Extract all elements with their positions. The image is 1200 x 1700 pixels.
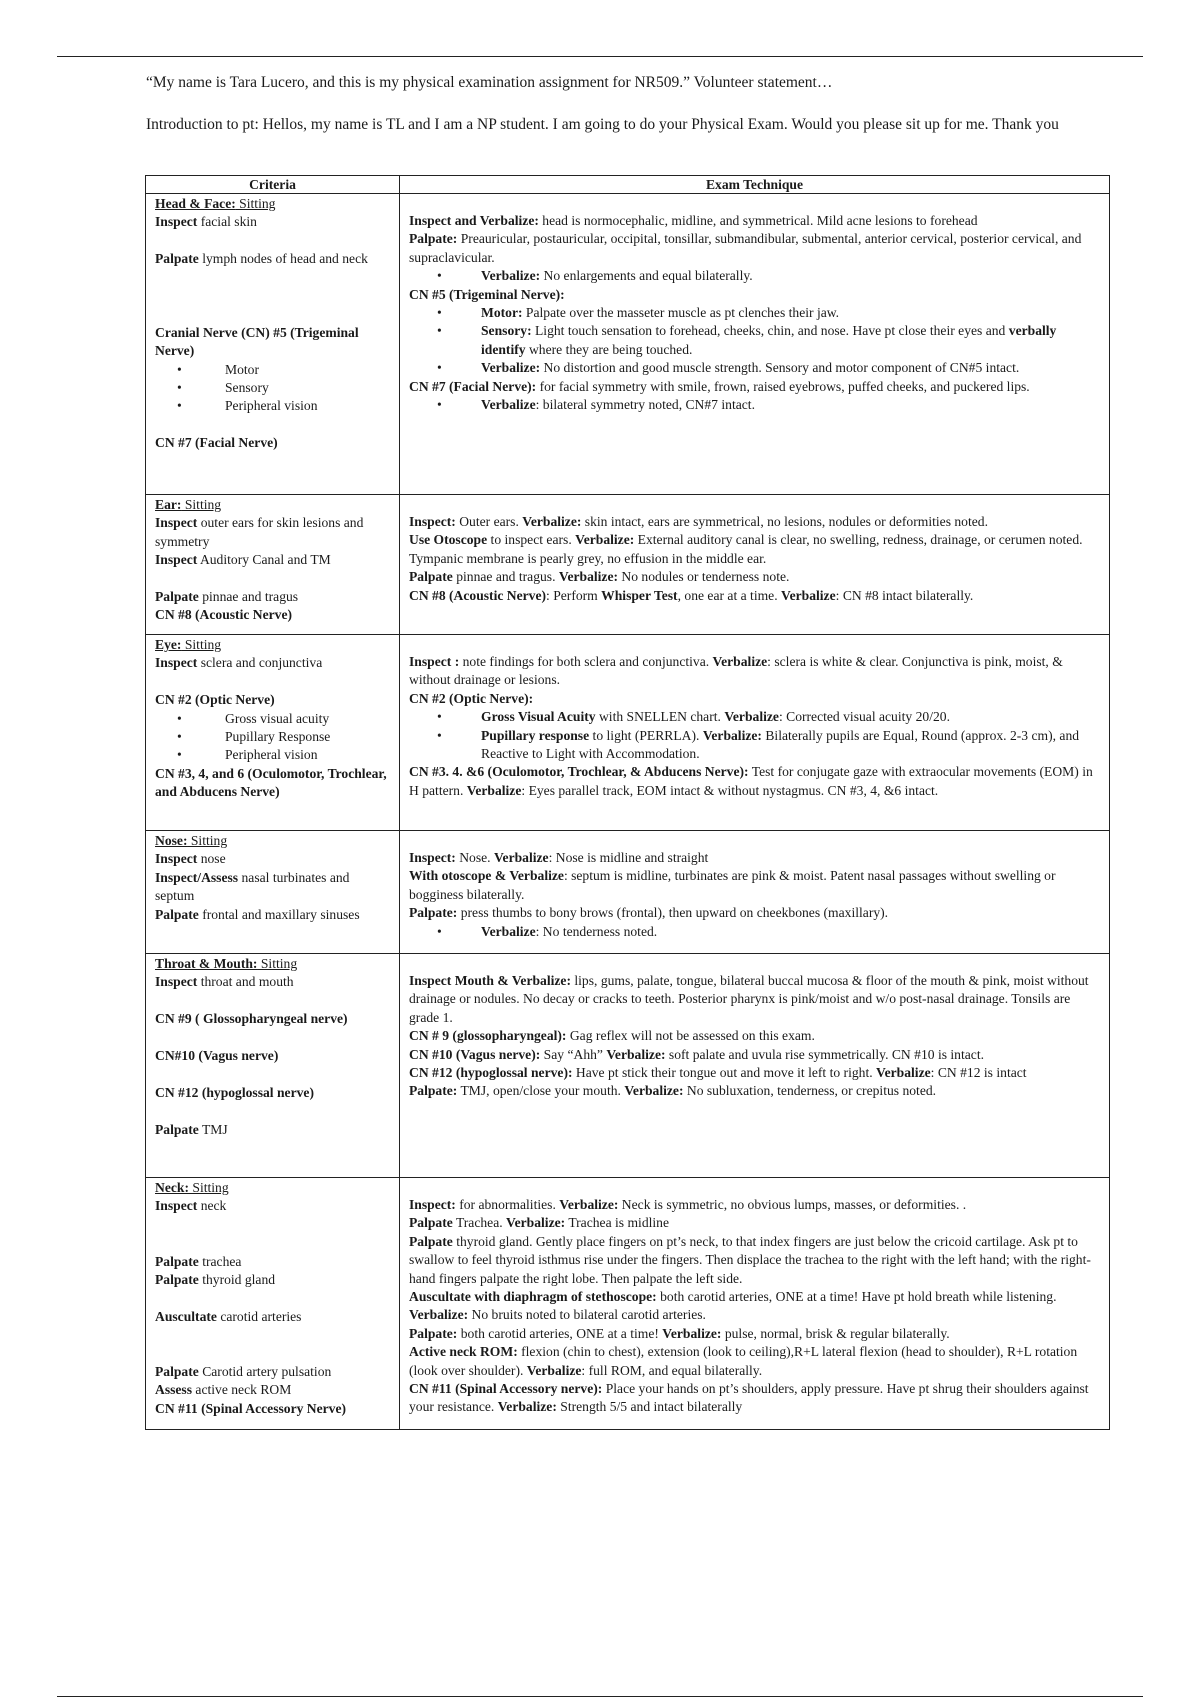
section-head-face	[146, 194, 1110, 495]
section-title: Throat & Mouth: Sitting	[155, 956, 298, 971]
criteria-cell: Ear: Sitting Inspect outer ears for skin lesions and symmetry Inspect Auditory Canal and TM Palpate pinnae and tragus CN #8 (Acoustic Nerve)	[146, 495, 400, 635]
technique-cell: Inspect : note findings for both sclera and conjunctiva. Verbalize: sclera is white & clear. Conjunctiva is pink, moist, & without drainage or lesions. CN #2 (Optic Nerve): • Gross Visual Acuity with SNELLEN chart. Verbalize: Corrected visual acuity 20/20. • Pupillary response to light (PERRLA). Verbalize: Bilaterally pupils are Equal, Round (approx. 2-3 cm), and Reactive to Light with Accommodation. CN #3. 4. &6 (Oculomotor, Trochlear, & Abducens Nerve): Test for conjugate gaze with extraocular movements (EOM) in H pattern. Verbalize: Eyes parallel track, EOM intact & without nystagmus. CN #3, 4, &6 intact.	[400, 635, 1110, 831]
bottom-rule	[57, 1696, 1143, 1697]
top-rule	[57, 56, 1143, 57]
criteria-cell: Head & Face: Sitting Inspect facial skin Palpate lymph nodes of head and neck Cranial Nerve (CN) #5 (Trigeminal Nerve) • Motor • Sensory • Peripheral vision CN #7 (Facial Nerve)	[146, 194, 400, 495]
section-eye	[146, 635, 1110, 831]
exam-table	[145, 175, 1110, 1430]
technique-cell: Inspect Mouth & Verbalize: lips, gums, palate, tongue, bilateral buccal mucosa & floor of the mouth & pink, moist without drainage or nodules. No decay or cracks to teeth. Posterior pharynx is pink/moist and w/o post-nasal drainage. Tonsils are grade 1. CN # 9 (glossopharyngeal): Gag reflex will not be assessed on this exam. CN #10 (Vagus nerve): Say “Ahh” Verbalize: soft palate and uvula rise symmetrically. CN #10 is intact. CN #12 (hypoglossal nerve): Have pt stick their tongue out and move it left to right. Verbalize: CN #12 is intact Palpate: TMJ, open/close your mouth. Verbalize: No subluxation, tenderness, or crepitus noted.	[400, 954, 1110, 1178]
criteria-cell: Neck: Sitting Inspect neck Palpate trachea Palpate thyroid gland Auscultate carotid arteries Palpate Carotid artery pulsation Assess active neck ROM CN #11 (Spinal Accessory Nerve)	[146, 1178, 400, 1430]
section-title: Ear: Sitting	[155, 497, 222, 512]
header-exam-technique: Exam Technique	[400, 176, 1110, 194]
section-ear	[146, 495, 1110, 635]
criteria-cell: Throat & Mouth: Sitting Inspect throat and mouth CN #9 ( Glossopharyngeal nerve) CN#10 (Vagus nerve) CN #12 (hypoglossal nerve) Palpate TMJ	[146, 954, 400, 1178]
table-header-row	[146, 176, 1110, 194]
technique-cell: Inspect: Outer ears. Verbalize: skin intact, ears are symmetrical, no lesions, nodules or deformities noted. Use Otoscope to inspect ears. Verbalize: External auditory canal is clear, no swelling, redness, drainage, or cerumen noted. Tympanic membrane is pearly grey, no effusion in the middle ear. Palpate pinnae and tragus. Verbalize: No nodules or tenderness note. CN #8 (Acoustic Nerve): Perform Whisper Test, one ear at a time. Verbalize: CN #8 intact bilaterally.	[400, 495, 1110, 635]
section-title: Neck: Sitting	[155, 1180, 229, 1195]
volunteer-statement: “My name is Tara Lucero, and this is my physical examination assignment for NR509.” Volunteer statement…	[146, 74, 833, 91]
section-neck	[146, 1178, 1110, 1430]
patient-introduction: Introduction to pt: Hellos, my name is TL and I am a NP student. I am going to do your Physical Exam. Would you please sit up for me. Thank you	[146, 116, 1059, 133]
technique-cell: Inspect and Verbalize: head is normocephalic, midline, and symmetrical. Mild acne lesions to forehead Palpate: Preauricular, postauricular, occipital, tonsillar, submandibular, submental, anterior cervical, posterior cervical, and supraclavicular. • Verbalize: No enlargements and equal bilaterally. CN #5 (Trigeminal Nerve): • Motor: Palpate over the masseter muscle as pt clenches their jaw. • Sensory: Light touch sensation to forehead, cheeks, chin, and nose. Have pt close their eyes and verbally identify where they are being touched. • Verbalize: No distortion and good muscle strength. Sensory and motor component of CN#5 intact. CN #7 (Facial Nerve): for facial symmetry with smile, frown, raised eyebrows, puffed cheeks, and puckered lips. • Verbalize: bilateral symmetry noted, CN#7 intact.	[400, 194, 1110, 495]
section-title: Eye: Sitting	[155, 637, 222, 652]
section-title: Nose: Sitting	[155, 833, 228, 848]
section-nose	[146, 831, 1110, 954]
section-title: Head & Face: Sitting	[155, 196, 276, 211]
technique-cell: Inspect: Nose. Verbalize: Nose is midline and straight With otoscope & Verbalize: septum is midline, turbinates are pink & moist. Patent nasal passages without swelling or bogginess bilaterally. Palpate: press thumbs to bony brows (frontal), then upward on cheekbones (maxillary). • Verbalize: No tenderness noted.	[400, 831, 1110, 954]
criteria-cell: Nose: Sitting Inspect nose Inspect/Assess nasal turbinates and septum Palpate frontal and maxillary sinuses	[146, 831, 400, 954]
header-criteria: Criteria	[146, 176, 400, 194]
criteria-cell: Eye: Sitting Inspect sclera and conjunctiva CN #2 (Optic Nerve) • Gross visual acuity • Pupillary Response • Peripheral vision CN #3, 4, and 6 (Oculomotor, Trochlear, and Abducens Nerve)	[146, 635, 400, 831]
technique-cell: Inspect: for abnormalities. Verbalize: Neck is symmetric, no obvious lumps, masses, or deformities. . Palpate Trachea. Verbalize: Trachea is midline Palpate thyroid gland. Gently place fingers on pt’s neck, to that index fingers are just below the cricoid cartilage. Ask pt to swallow to feel thyroid isthmus rise under the fingers. Then displace the trachea to the right with the left hand; with the right-hand fingers palpate the right lobe. Then palpate the left side. Auscultate with diaphragm of stethoscope: both carotid arteries, ONE at a time! Have pt hold breath while listening. Verbalize: No bruits noted to bilateral carotid arteries. Palpate: both carotid arteries, ONE at a time! Verbalize: pulse, normal, brisk & regular bilaterally. Active neck ROM: flexion (chin to chest), extension (look to ceiling),R+L lateral flexion (head to shoulder), R+L rotation (look over shoulder). Verbalize: full ROM, and equal bilaterally. CN #11 (Spinal Accessory nerve): Place your hands on pt’s shoulders, apply pressure. Have pt shrug their shoulders against your resistance. Verbalize: Strength 5/5 and intact bilaterally	[400, 1178, 1110, 1430]
section-throat-mouth	[146, 954, 1110, 1178]
